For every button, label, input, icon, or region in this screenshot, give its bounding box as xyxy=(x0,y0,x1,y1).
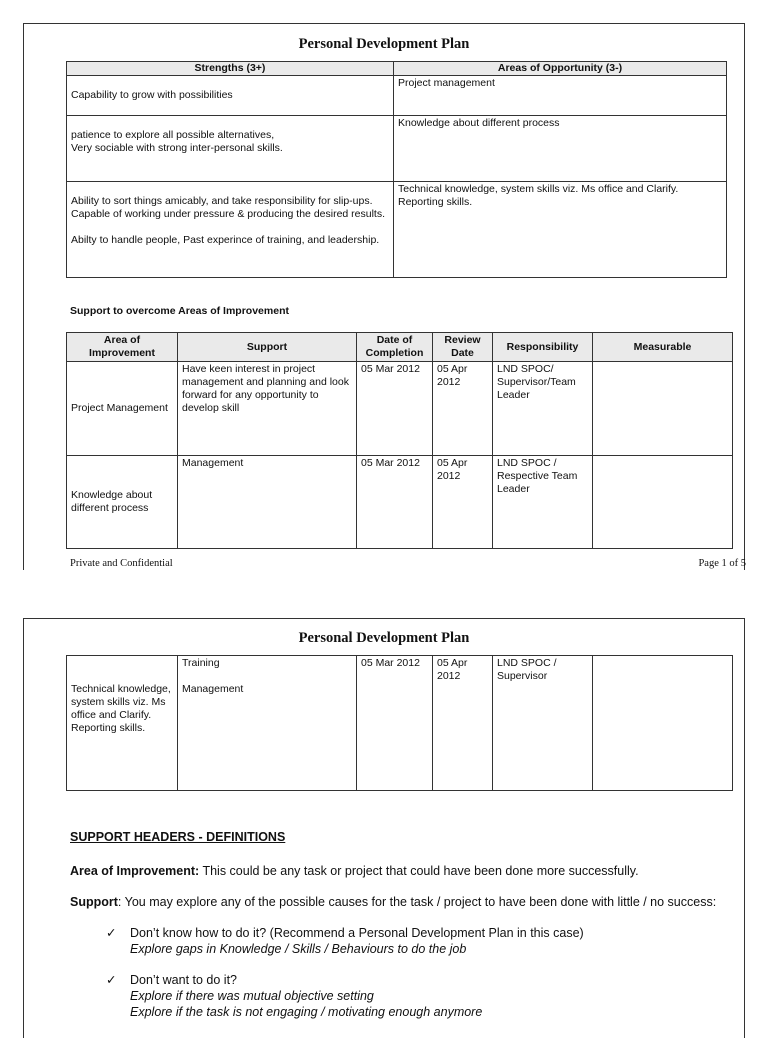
page-title: Personal Development Plan xyxy=(298,630,470,646)
support-definition xyxy=(70,894,730,910)
opportunity-cell: Technical knowledge, system skills viz. Ms office and Clarify. Reporting skills. xyxy=(394,182,727,278)
definitions-section xyxy=(70,829,730,1035)
area-term: Area of Improvement: xyxy=(70,864,200,878)
completion-cell: 05 Mar 2012 xyxy=(357,656,433,791)
area-cell: Technical knowledge, system skills viz. Ms office and Clarify. Reporting skills. xyxy=(67,656,178,791)
table-row xyxy=(67,76,727,116)
support-text: : You may explore any of the possible causes for the task / project to have been done with little / no success: xyxy=(117,895,717,909)
area-cell: Project Management xyxy=(67,362,178,456)
bullet-text: Don’t know how to do it? (Recommend a Personal Development Plan in this case) xyxy=(130,926,584,940)
table-row xyxy=(67,656,733,791)
bullet-item xyxy=(106,972,730,1020)
measurable-cell xyxy=(593,456,733,549)
col-measurable-header: Measurable xyxy=(593,333,733,362)
col-responsibility-header: Responsibility xyxy=(493,333,593,362)
area-definition xyxy=(70,863,730,879)
strengths-header: Strengths (3+) xyxy=(67,62,394,76)
completion-cell: 05 Mar 2012 xyxy=(357,362,433,456)
col-support-header: Support xyxy=(178,333,357,362)
responsibility-cell: LND SPOC / Supervisor xyxy=(493,656,593,791)
table-row xyxy=(67,456,733,549)
support-cell: Management xyxy=(178,456,357,549)
bullet-text: Don’t want to do it? xyxy=(130,973,238,987)
checkmark-icon: ✓ xyxy=(106,926,117,940)
table-row xyxy=(67,116,727,182)
definitions-heading: SUPPORT HEADERS - DEFINITIONS xyxy=(70,830,286,844)
review-cell: 05 Apr 2012 xyxy=(433,362,493,456)
col-area-header: Area of Improvement xyxy=(67,333,178,362)
checkmark-icon: ✓ xyxy=(106,973,117,987)
area-cell: Knowledge about different process xyxy=(67,456,178,549)
strength-cell: Capability to grow with possibilities xyxy=(67,76,394,116)
responsibility-cell: LND SPOC/ Supervisor/Team Leader xyxy=(493,362,593,456)
support-cell: Training Management xyxy=(178,656,357,791)
support-term: Support xyxy=(70,895,118,909)
strength-cell: Ability to sort things amicably, and take responsibility for slip-ups. Capable of working under pressure & producing the desired results. Abilty to handle people, Past experince of training, and leadership. xyxy=(67,182,394,278)
table-row xyxy=(67,182,727,278)
measurable-cell xyxy=(593,362,733,456)
page-1 xyxy=(23,23,745,570)
page-title: Personal Development Plan xyxy=(298,36,470,52)
opportunity-cell: Knowledge about different process xyxy=(394,116,727,182)
page-2 xyxy=(23,618,745,1038)
support-table-continued xyxy=(66,655,733,791)
strengths-table xyxy=(66,61,727,278)
support-cell: Have keen interest in project management and planning and look forward for any opportunity to develop skill xyxy=(178,362,357,456)
review-cell: 05 Apr 2012 xyxy=(433,456,493,549)
bullet-subtext: Explore gaps in Knowledge / Skills / Behaviours to do the job xyxy=(130,942,467,956)
responsibility-cell: LND SPOC / Respective Team Leader xyxy=(493,456,593,549)
col-review-header: Review Date xyxy=(433,333,493,362)
opportunities-header: Areas of Opportunity (3-) xyxy=(394,62,727,76)
opportunity-cell: Project management xyxy=(394,76,727,116)
strength-cell: patience to explore all possible alternatives, Very sociable with strong inter-personal skills. xyxy=(67,116,394,182)
measurable-cell xyxy=(593,656,733,791)
support-heading: Support to overcome Areas of Improvement xyxy=(70,305,289,317)
table-row xyxy=(67,362,733,456)
review-cell: 05 Apr 2012 xyxy=(433,656,493,791)
bullet-subtext: Explore if the task is not engaging / motivating enough anymore xyxy=(130,1005,483,1019)
page-footer xyxy=(70,558,746,569)
col-completion-header: Date of Completion xyxy=(357,333,433,362)
completion-cell: 05 Mar 2012 xyxy=(357,456,433,549)
support-table xyxy=(66,332,733,549)
bullet-item xyxy=(106,925,730,957)
bullet-subtext: Explore if there was mutual objective setting xyxy=(130,989,374,1003)
area-text: This could be any task or project that could have been done more successfully. xyxy=(199,864,639,878)
footer-page-number: Page 1 of 5 xyxy=(698,558,746,569)
footer-confidential: Private and Confidential xyxy=(70,558,173,569)
